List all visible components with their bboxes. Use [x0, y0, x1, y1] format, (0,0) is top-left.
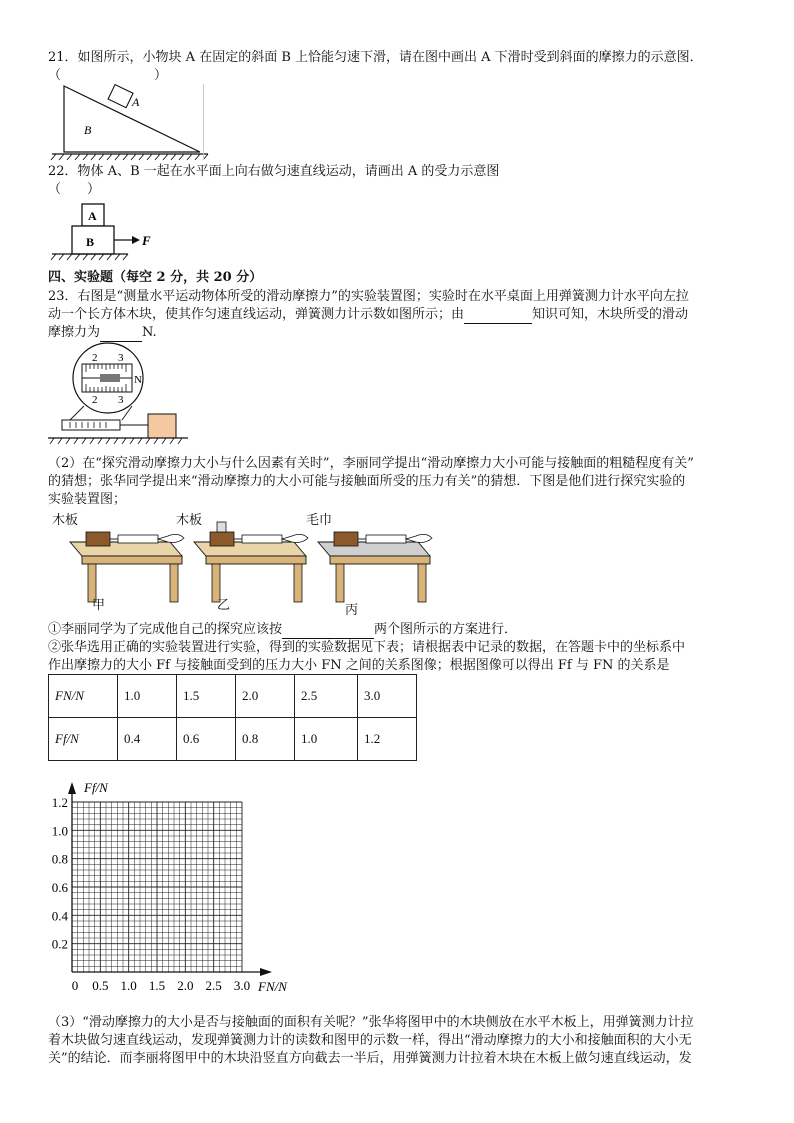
- x-tick-label: 2.5: [205, 978, 222, 993]
- y-tick-label: 0.6: [51, 880, 68, 895]
- ground-hatch: [51, 154, 208, 160]
- table-cell: 2.0: [236, 675, 295, 718]
- x-axis-arrow: [260, 968, 272, 976]
- wood-block: [334, 532, 358, 546]
- q23-line3-b: N.: [142, 325, 157, 340]
- q23-line3-a: 摩擦力为: [48, 325, 101, 340]
- spring-scale-body: [62, 420, 120, 430]
- table-cell: 0.8: [236, 718, 295, 761]
- y-tick-label: 1.0: [51, 823, 68, 839]
- table-cell: 0.4: [118, 718, 177, 761]
- q23-line2-b: 知识可知，木块所受的滑动: [532, 307, 689, 322]
- table-cell: 1.0: [118, 675, 177, 718]
- part2-q2-line1: ②张华选用正确的实验装置进行实验，得到的实验数据见下表；请根据表中记录的数据，在答题卡中的坐标系中: [48, 640, 686, 655]
- caption-jia: 甲: [92, 598, 106, 613]
- label-b: B: [84, 123, 92, 137]
- magnifier-pointer-line: [70, 406, 84, 420]
- x-tick-label: 0.5: [92, 978, 109, 993]
- gauge-tick-label: 2: [92, 352, 98, 364]
- setup-jia: [70, 532, 184, 602]
- q22-answer-paren: （ ）: [48, 182, 101, 197]
- hand: [158, 534, 184, 542]
- q21-answer-paren-open: （: [48, 68, 62, 83]
- gauge-tick-label: 3: [118, 394, 124, 406]
- q21-answer-paren-close: ）: [154, 68, 168, 83]
- table-cell: 1.5: [177, 675, 236, 718]
- table-row: [49, 675, 417, 718]
- spring-scale: [118, 535, 158, 543]
- table-cell: 1.0: [295, 718, 358, 761]
- spring-scale: [242, 535, 282, 543]
- setup-bing-surface-label: 毛巾: [306, 513, 333, 528]
- hand: [282, 534, 308, 542]
- y-tick-label: 0.2: [51, 936, 68, 952]
- q23-line1: 23．右图是“测量水平运动物体所受的滑动摩擦力”的实验装置图；实验时在水平桌面上用弹簧测力计水平向左拉: [48, 289, 689, 304]
- grid-lines: [72, 802, 242, 972]
- x-tick-label: 2.0: [177, 978, 194, 993]
- part2-q1: [48, 620, 517, 639]
- part2-q1-b: 两个图所示的方案进行．: [374, 622, 518, 637]
- section-title: 四、实验题（每空 2 分，共 20 分）: [48, 270, 263, 285]
- x-tick-label: 1.0: [120, 978, 137, 993]
- q23-line3: [48, 323, 157, 342]
- part2-q1-a: ①李丽同学为了完成他自己的探究应该按: [48, 622, 283, 637]
- force-arrowhead: [132, 236, 140, 244]
- gauge-tick-label: 3: [118, 352, 124, 364]
- q21-text: 21．如图所示，小物块 A 在固定的斜面 B 上恰能匀速下滑，请在图中画出 A 下滑时受到斜面的摩擦力的示意图．: [48, 50, 703, 65]
- gauge-pointer: [100, 374, 120, 382]
- label-b-bottom: B: [86, 235, 95, 249]
- table-cell: 0.6: [177, 718, 236, 761]
- x-tick-label: 3.0: [233, 978, 251, 993]
- table-cell: 3.0: [358, 675, 417, 718]
- gauge-tick-label: 2: [92, 394, 98, 406]
- floor-hatch: [51, 254, 128, 260]
- wooden-block: [148, 414, 176, 438]
- table-cell: 1.2: [358, 718, 417, 761]
- spring-scale-figure: [48, 342, 198, 452]
- setup-bing: [318, 532, 432, 602]
- wood-block: [86, 532, 110, 546]
- block-a: [108, 85, 133, 108]
- scheme-blank[interactable]: [282, 624, 374, 639]
- part2-line2: 的猜想；张华同学提出来“滑动摩擦力的大小可能与接触面所受的压力有关”的猜想．下图是他们进行探究实验的: [48, 474, 686, 489]
- caption-bing: 丙: [345, 603, 359, 618]
- table-row: [49, 718, 417, 761]
- setup-yi-surface-label: 木板: [176, 513, 203, 528]
- spring-scale: [366, 535, 406, 543]
- setup-jia-surface-label: 木板: [52, 513, 79, 528]
- q23-line2: [48, 305, 688, 324]
- part3-line2: 着木块做匀速直线运动，发现弹簧测力计的读数和图甲的示数一样，得出“滑动摩擦力的大小和接触面积的大小无: [48, 1033, 692, 1048]
- y-tick-label: 0.4: [51, 908, 68, 924]
- label-a: A: [132, 95, 140, 109]
- y-tick-label: 0.8: [51, 851, 68, 867]
- friction-value-blank[interactable]: [100, 327, 142, 342]
- part2-line1: （2）在“探究滑动摩擦力大小与什么因素有关时”，李丽同学提出“滑动摩擦力大小可能与接触面的粗糙程度有关”: [48, 456, 694, 471]
- incline-figure: [48, 82, 208, 162]
- y-axis-title: Ff/N: [84, 780, 108, 795]
- x-tick-label: 1.5: [148, 978, 166, 993]
- coordinate-grid: [44, 776, 304, 998]
- wood-block: [210, 532, 234, 546]
- q22-text: 22．物体 A、B 一起在水平面上向右做匀速直线运动，请画出 A 的受力示意图: [48, 164, 500, 179]
- part3-line3: 关”的结论．而李丽将图甲中的木块沿竖直方向截去一半后，用弹簧测力计拉着木块在木板上做匀速直线运动，发: [48, 1051, 692, 1066]
- weight: [217, 522, 226, 532]
- table-cell: 2.5: [295, 675, 358, 718]
- setup-yi: [194, 522, 308, 602]
- part2-line3: 实验装置图；: [48, 492, 127, 507]
- table-row-header: Ff/N: [49, 718, 118, 761]
- table-row-header: FN/N: [49, 675, 118, 718]
- label-a-top: A: [88, 209, 97, 223]
- x-axis-title: FN/N: [258, 979, 287, 994]
- part3-line1: （3）“滑动摩擦力的大小是否与接触面的面积有关呢？”张华将图甲中的木块侧放在水平木板上，用弹簧测力计拉: [48, 1015, 694, 1030]
- label-f: F: [142, 233, 151, 248]
- table-hatch: [50, 438, 182, 444]
- caption-yi: 乙: [217, 598, 231, 613]
- y-tick-label: 1.2: [51, 795, 68, 810]
- x-tick-label: 0: [71, 978, 79, 993]
- data-table: [48, 674, 417, 761]
- experiment-setups-figure: [60, 522, 440, 604]
- figure-divider: [203, 84, 204, 160]
- hand: [406, 534, 432, 542]
- y-axis-arrow: [68, 782, 76, 794]
- stacked-blocks-figure: [48, 200, 158, 266]
- q23-line2-a: 动一个长方体木块，使其作匀速直线运动，弹簧测力计示数如图所示；由: [48, 307, 465, 322]
- part2-q2-line2: 作出摩擦力的大小 Ff 与接触面受到的压力大小 FN 之间的关系图像；根据图像可以得出 Ff 与 FN 的关系是: [48, 658, 670, 673]
- gauge-unit: N: [134, 374, 142, 386]
- knowledge-blank[interactable]: [464, 309, 532, 324]
